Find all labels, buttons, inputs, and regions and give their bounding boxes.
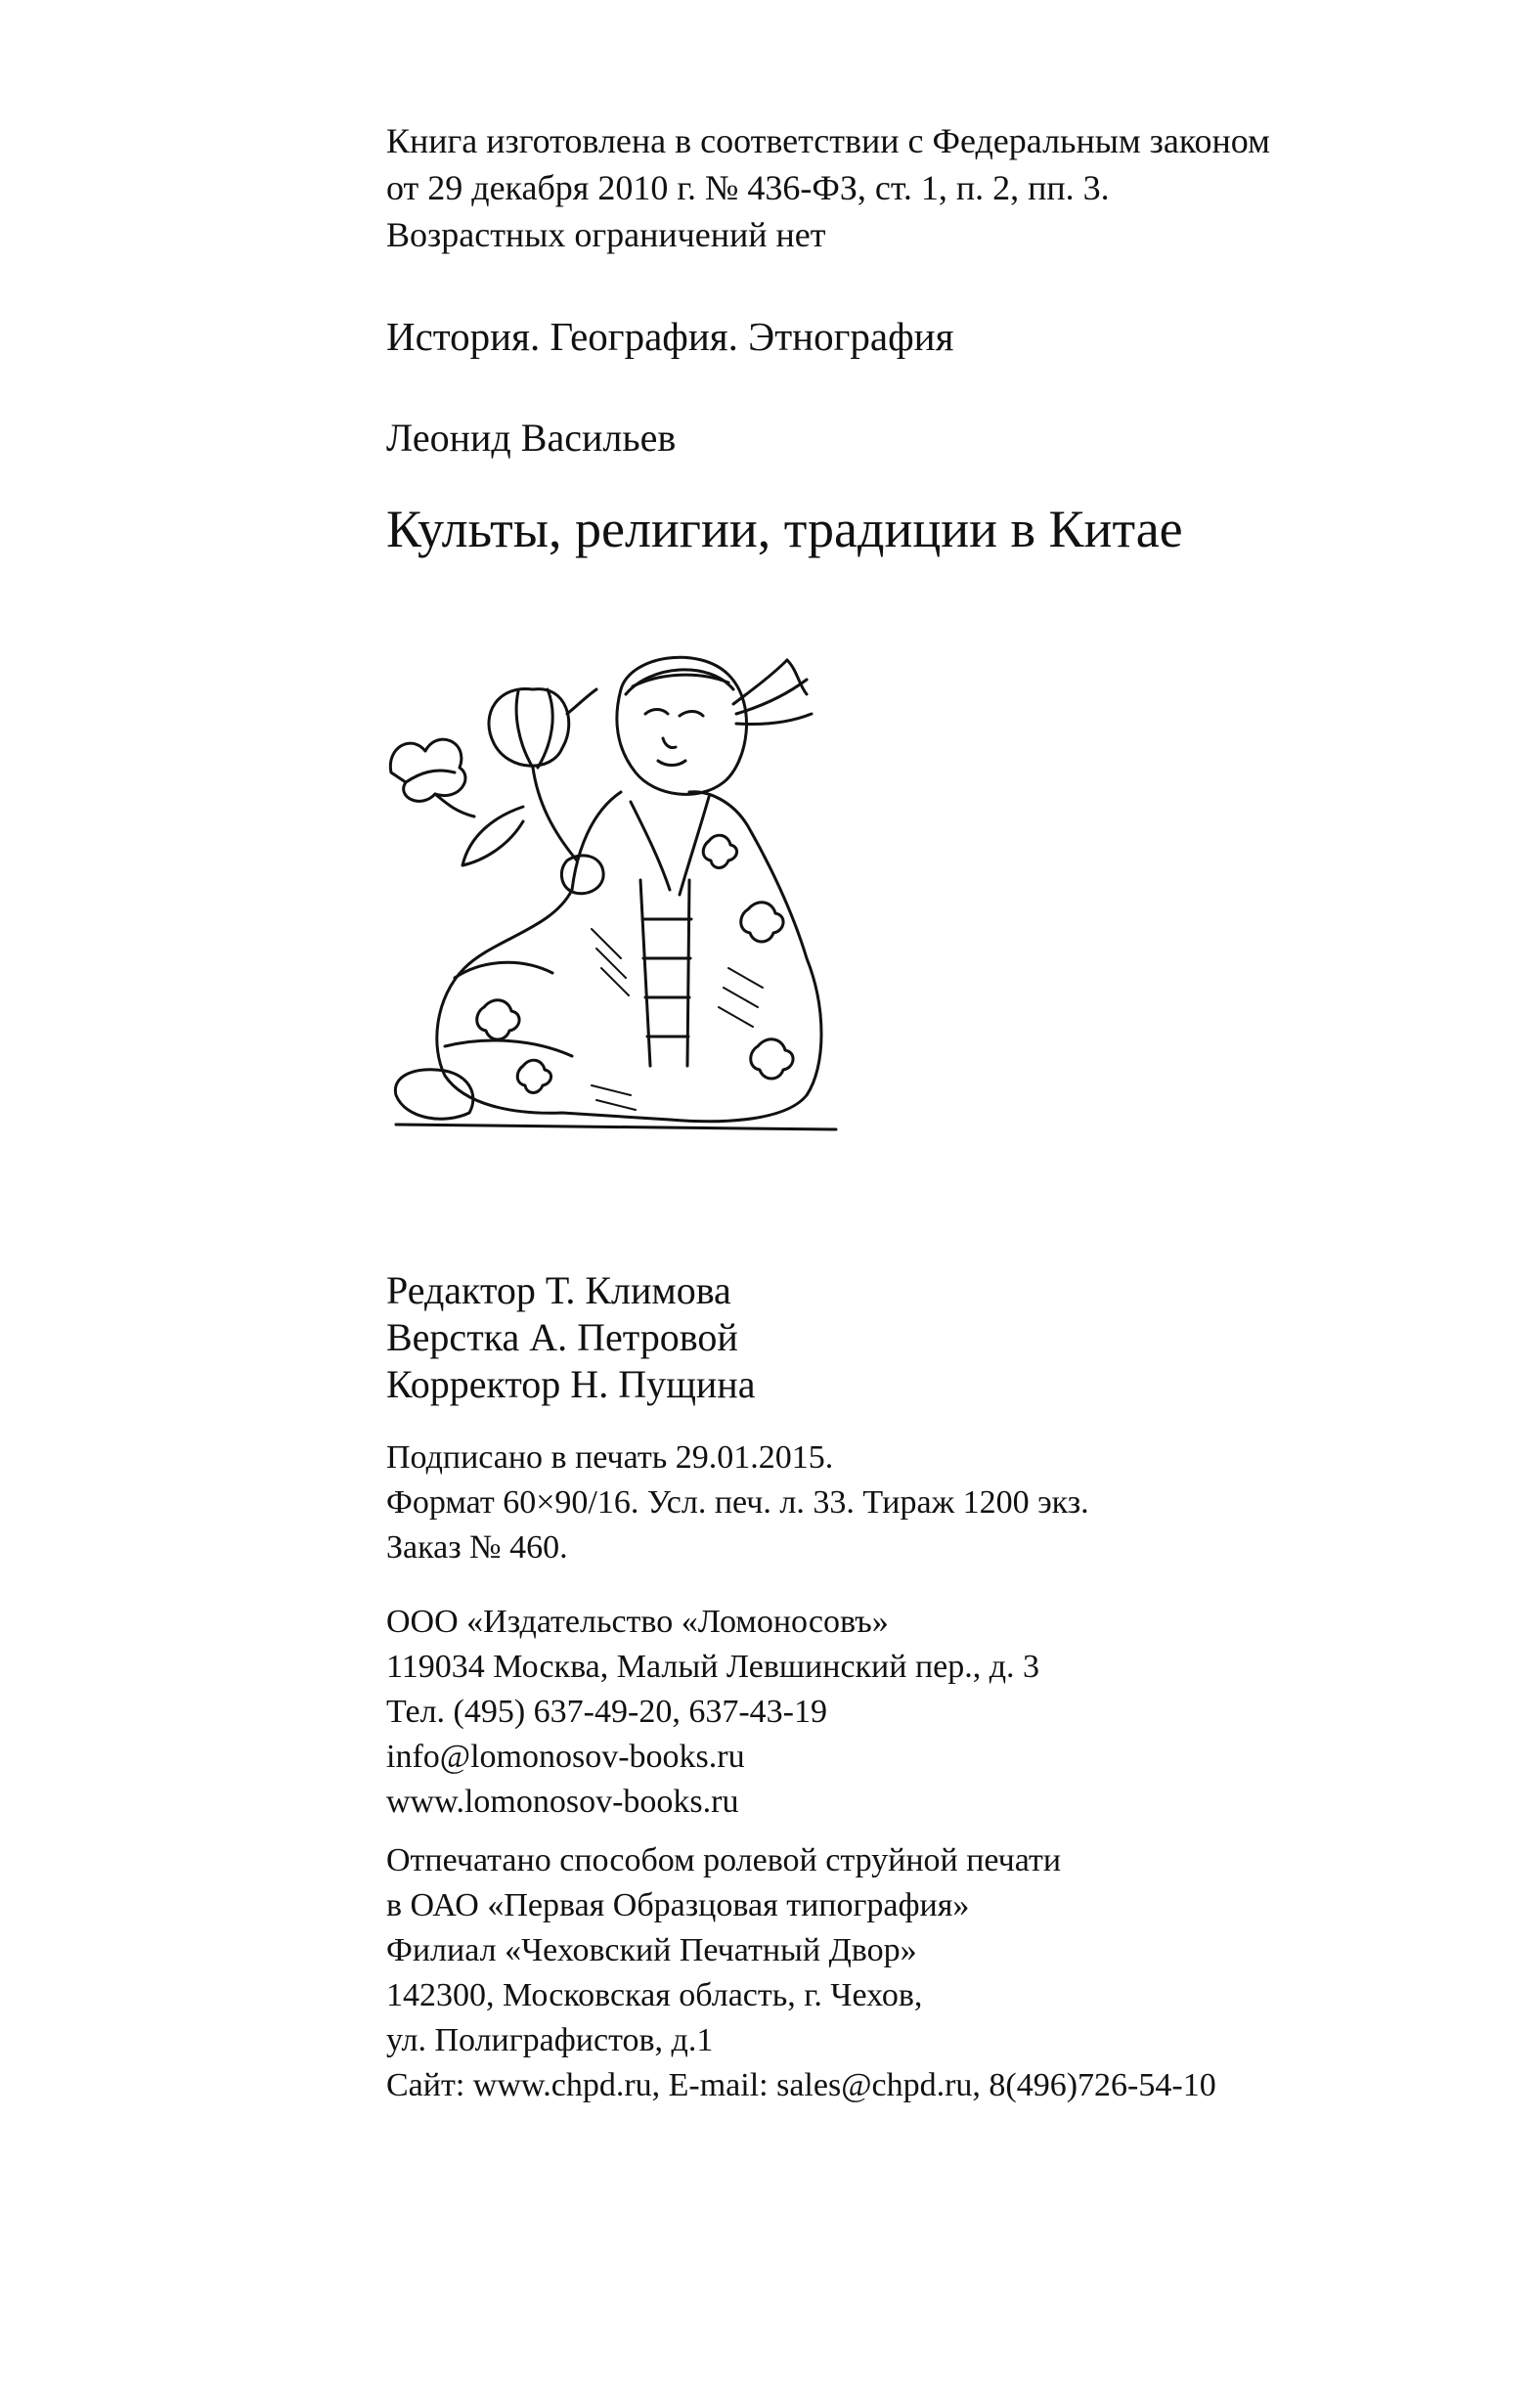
order-number: Заказ № 460. bbox=[386, 1529, 568, 1566]
printer-street: ул. Полиграфистов, д.1 bbox=[386, 2022, 714, 2058]
printer-company: в ОАО «Первая Образцовая типография» bbox=[386, 1887, 970, 1923]
print-format: Формат 60×90/16. Усл. печ. л. 33. Тираж 1200 экз. bbox=[386, 1484, 1089, 1521]
printer-branch: Филиал «Чеховский Печатный Двор» bbox=[386, 1932, 917, 1968]
publisher-address: 119034 Москва, Малый Левшинский пер., д. 3 bbox=[386, 1649, 1040, 1685]
law-notice-line: от 29 декабря 2010 г. № 436-ФЗ, ст. 1, п. 2, пп. 3. bbox=[386, 168, 1110, 207]
staff-credits bbox=[386, 1267, 755, 1408]
proofreader-credit: Корректор Н. Пущина bbox=[386, 1362, 756, 1406]
author-name: Леонид Васильев bbox=[386, 416, 677, 460]
layout-credit: Верстка А. Петровой bbox=[386, 1315, 738, 1359]
law-notice-line: Возрастных ограничений нет bbox=[386, 215, 826, 254]
editor-credit: Редактор Т. Климова bbox=[386, 1268, 731, 1312]
publisher-website: www.lomonosov-books.ru bbox=[386, 1784, 739, 1820]
printer-method: Отпечатано способом ролевой струйной печати bbox=[386, 1842, 1062, 1878]
printer-info bbox=[386, 1838, 1216, 2108]
series-line: История. География. Этнография bbox=[386, 314, 954, 359]
law-notice bbox=[386, 117, 1270, 258]
printer-contacts: Сайт: www.chpd.ru, E-mail: sales@chpd.ru, 8(496)726-54-10 bbox=[386, 2067, 1216, 2103]
child-with-lotus-illustration bbox=[376, 636, 856, 1164]
print-data bbox=[386, 1435, 1089, 1570]
printer-address: 142300, Московская область, г. Чехов, bbox=[386, 1977, 923, 2013]
book-title: Культы, религии, традиции в Китае bbox=[386, 500, 1183, 558]
publisher-phone: Тел. (495) 637-49-20, 637-43-19 bbox=[386, 1694, 827, 1730]
print-date: Подписано в печать 29.01.2015. bbox=[386, 1439, 834, 1476]
publisher-email: info@lomonosov-books.ru bbox=[386, 1739, 745, 1775]
publisher-name: ООО «Издательство «Ломоносовъ» bbox=[386, 1604, 889, 1640]
publisher-info bbox=[386, 1600, 1039, 1825]
law-notice-line: Книга изготовлена в соответствии с Федеральным законом bbox=[386, 121, 1270, 160]
